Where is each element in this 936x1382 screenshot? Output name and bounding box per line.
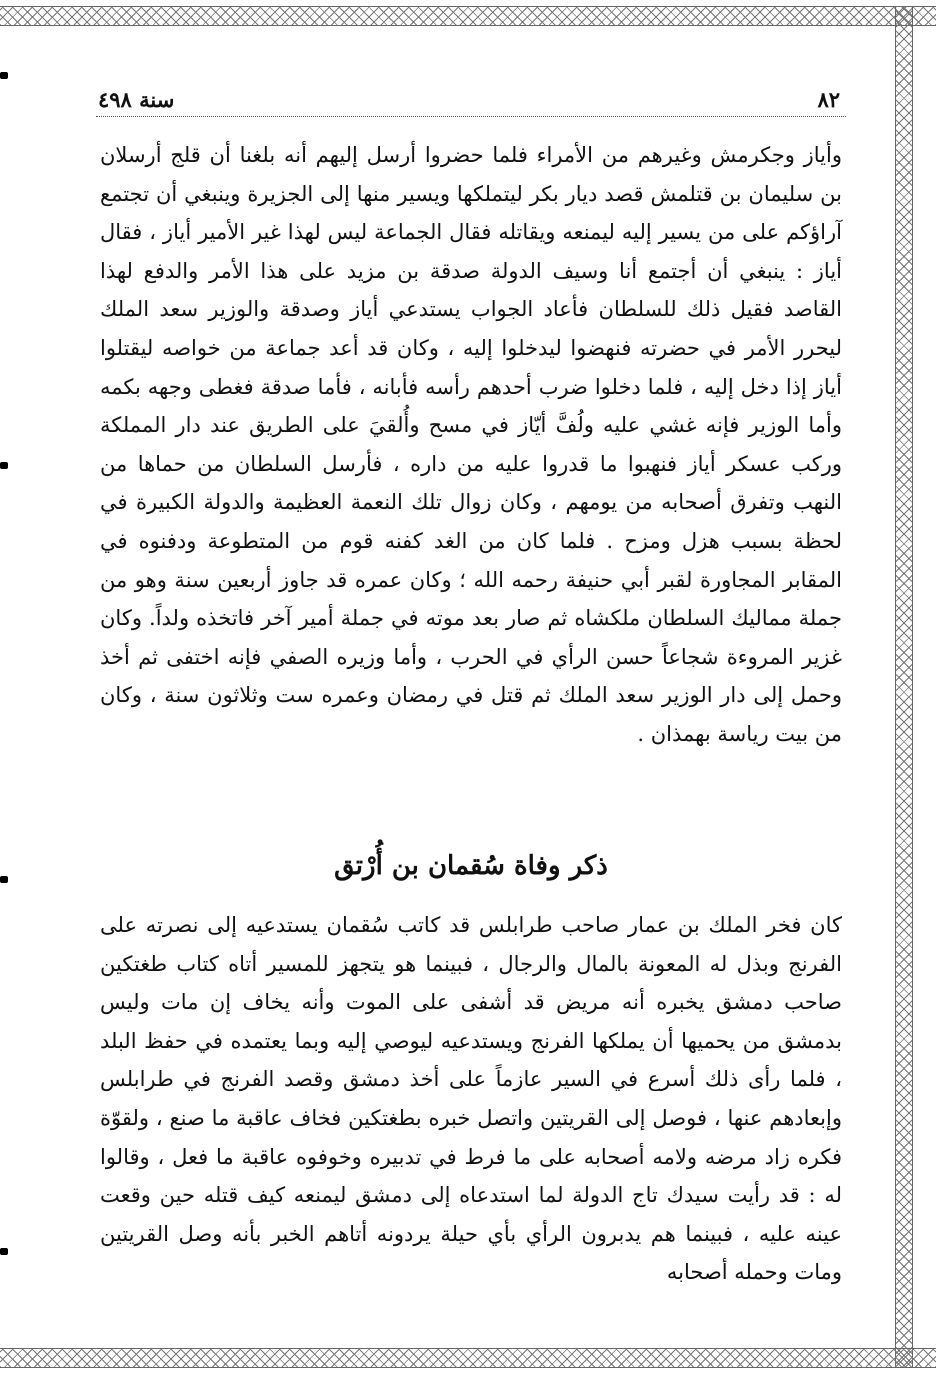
binding-mark [0, 876, 8, 883]
page-number: ٨٢ [817, 87, 840, 112]
header-year: سنة ٤٩٨ [98, 87, 175, 112]
body-paragraph: كان فخر الملك بن عمار صاحب طرابلس قد كاتب سُقمان يستدعيه إلى نصرته على الفرنج وبذل له المعونة بالمال والرجال ، فبينما هو يتجهز للمسير أتاه كتاب طغتكين صاحب دمشق يخبره أنه مريض قد أشفى على الموت وأنه يخاف إن مات وليس بدمشق من يحميها أن يملكها الفرنج ويستدعيه ليوصي إليه وبما يعتمده في حفظ البلد ، فلما رأى ذلك أسرع في السير عازماً على أخذ دمشق وقصد الفرنج في طرابلس وإبعادهم عنها ، فوصل إلى القريتين واتصل خبره بطغتكين فخاف عاقبة ما صنع ، ولقوّة فكره زاد مرضه ولامه أصحابه على ما فرط في تدبيره وخوفوه عاقبة ما فعل ، وقالوا له : قد رأيت سيدك تاج الدولة لما استدعاه إلى دمشق ليمنعه كيف قتله حين وقعت عينه عليه ، فبينما هم يدبرون الرأي بأي حيلة يردونه أتاهم الخبر بأنه وصل القريتين ومات وحمله أصحابه [100, 913, 842, 1285]
body-paragraph: وأياز وجكرمش وغيرهم من الأمراء فلما حضروا أرسل إليهم أنه بلغنا أن قلج أرسلان بن سليمان بن قتلمش قصد ديار بكر ليتملكها ويسير منها إلى الجزيرة وينبغي أن تجتمع آراؤكم على من يسير إليه ليمنعه ويقاتله فقال الجماعة ليس لهذا غير الأمير أياز ، فقال أياز : ينبغي أن أجتمع أنا وسيف الدولة صدقة بن مزيد على هذا الأمر والدفع لهذا القاصد فقيل ذلك للسلطان فأعاد الجواب يستدعي أياز وصدقة والوزير سعد الملك ليحرر الأمر في حضرته فنهضوا ليدخلوا إليه ، وكان قد أعد جماعة من خواصه ليقتلوا أياز إذا دخل إليه ، فلما دخلوا ضرب أحدهم رأسه فأبانه ، فأما صدقة فغطى وجهه بكمه وأما الوزير فإنه غشي عليه ولُفَّ أيّاز في مسح وأُلقيَ على الطريق عند دار المملكة وركب عسكر أياز فنهبوا ما قدروا عليه من داره ، فأرسل السلطان من حماها من النهب وتفرق أصحابه من يومهم ، وكان زوال تلك النعمة العظيمة والدولة الكبيرة في لحظة بسبب هزل ومزح . فلما كان من الغد كفنه قوم من المتطوعة ودفنوه في المقابر المجاورة لقبر أبي حنيفة رحمه الله ؛ وكان عمره قد جاوز أربعين سنة وهو من جملة مماليك السلطان ملكشاه ثم صار بعد موته في جملة أمير آخر فاتخذه ولداً. وكان غزير المروءة شجاعاً حسن الرأي في الحرب ، وأما وزيره الصفي فإنه اختفى ثم أخذ وحمل إلى دار الوزير سعد الملك ثم قتل في رمضان وعمره ست وثلاثون سنة ، وكان من بيت رياسة بهمذان . [100, 143, 842, 746]
ornamental-border-right [895, 6, 913, 1368]
binding-mark [0, 1248, 8, 1255]
section-heading: ذكر وفاة سُقمان بن أُرْتق [334, 851, 608, 881]
running-header [96, 86, 846, 117]
binding-mark [0, 72, 8, 79]
ornamental-border-bottom [0, 1348, 936, 1368]
binding-mark [0, 462, 8, 469]
ornamental-border-top [0, 6, 936, 26]
